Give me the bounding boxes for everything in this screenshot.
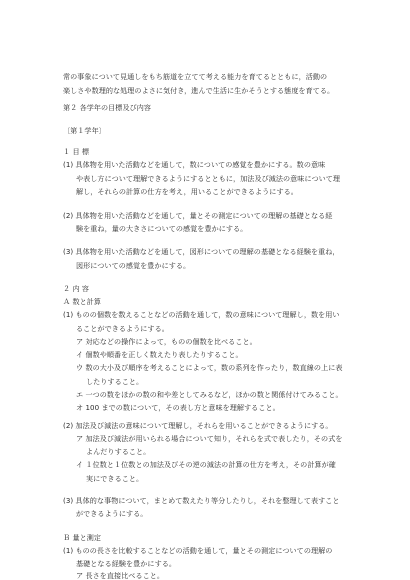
goal-1-line-3: 解し，それらの計算の仕方を考え，用いることができるようにする。: [76, 187, 298, 196]
item-a2-i-line-1: イ １位数と１位数との加法及びその逆の減法の計算の仕方を考え，その計算が確: [76, 460, 336, 469]
goal-2-line-1: (2) 具体物を用いた活動などを通して，量とその測定についての理解の基礎となる経: [63, 211, 333, 220]
goal-3-line-1: (3) 具体物を用いた活動などを通して，図形についての理解の基礎となる経験を重ね，: [63, 247, 340, 256]
section-a-heading: Ａ 数と計算: [63, 297, 102, 306]
section-b-heading: Ｂ 量と測定: [63, 533, 102, 542]
item-a2-i-line-2: 実にできること。: [86, 474, 144, 483]
intro-text-line-2: 楽しさや数理的な処理のよさに気付き，進んで生活に生かそうとする態度を育てる。: [63, 86, 335, 95]
item-a2-a-line-2: よんだりすること。: [86, 447, 151, 456]
item-a2-line-1: (2) 加法及び減法の意味について理解し，それらを用いることができるようにする。: [63, 421, 333, 430]
goal-2-line-2: 験を重ね，量の大きさについての感覚を豊かにする。: [76, 224, 248, 233]
item-a3-line-2: ができるようにする。: [76, 509, 148, 518]
item-a1-a: ア 対応などの操作によって，ものの個数を比べること。: [76, 337, 257, 346]
section-heading: 第２ 各学年の目標及び内容: [63, 103, 152, 112]
intro-text-line-1: 常の事象について見通しをもち筋道を立てて考える能力を育てるとともに，活動の: [63, 72, 328, 81]
grade-heading: 〔第１学年〕: [63, 126, 106, 135]
item-b1-line-1: (1) ものの長さを比較することなどの活動を通して，量とその測定についての理解の: [63, 546, 333, 555]
goal-1-line-2: や表し方について理解できるようにするとともに，加法及び減法の意味について理: [76, 174, 341, 183]
item-a1-o: オ 100 までの数について，その表し方と意味を理解すること。: [76, 403, 280, 412]
item-a2-a-line-1: ア 加法及び減法が用いられる場合について知り，それらを式で表したり，その式を: [76, 434, 343, 443]
item-a1-u-line-2: したりすること。: [86, 377, 144, 386]
content-heading: ２ 内 容: [63, 284, 90, 293]
item-a1-i: イ 個数や順番を正しく数えたり表したりすること。: [76, 350, 243, 359]
goal-1-line-1: (1) 具体物を用いた活動などを通して，数についての感覚を豊かにする。数の意味: [63, 160, 326, 169]
item-a1-u-line-1: ウ 数の大小及び順序を考えることによって，数の系列を作ったり，数直線の上に表: [76, 363, 343, 372]
item-a3-line-1: (3) 具体的な事物について，まとめて数えたり等分したりし，それを整理して表すこと: [63, 496, 340, 505]
item-a1-line-1: (1) ものの個数を数えることなどの活動を通して，数の意味について理解し，数を用い: [63, 310, 340, 319]
goal-3-line-2: 図形についての感覚を豊かにする。: [76, 261, 191, 270]
item-b1-line-2: 基礎となる経験を豊かにする。: [76, 559, 177, 568]
item-a1-line-2: ることができるようにする。: [76, 324, 169, 333]
goals-heading: １ 目 標: [63, 147, 90, 156]
item-b1-a: ア 長さを直接比べること。: [76, 571, 165, 580]
item-a1-e: エ 一つの数をほかの数の和や差としてみるなど，ほかの数と関係付けてみること。: [76, 390, 343, 399]
